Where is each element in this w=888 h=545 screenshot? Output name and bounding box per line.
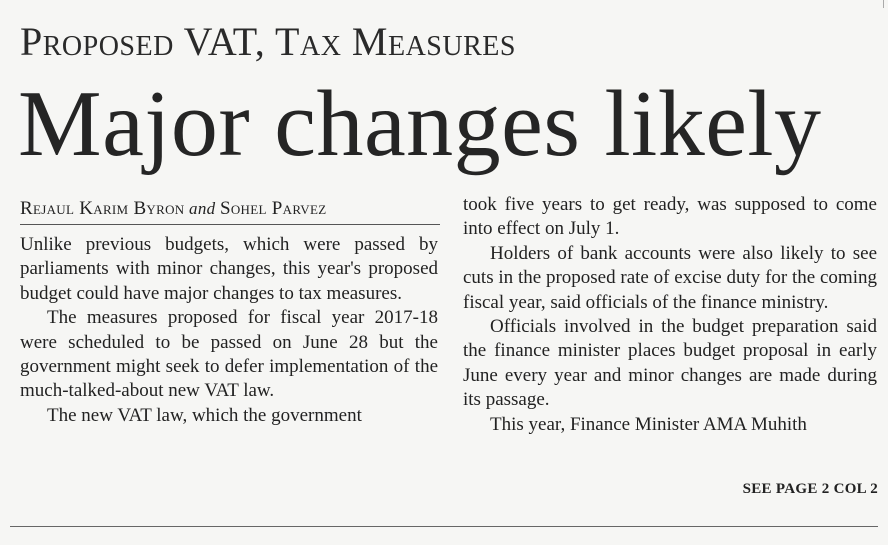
byline-conjunction: and [189, 199, 216, 218]
kicker-headline: Proposed VAT, Tax Measures [20, 19, 516, 64]
paragraph: took five years to get ready, was supposed to come into effect on July 1. [463, 194, 877, 240]
paragraph: Holders of bank accounts were also likely to see cuts in the proposed rate of excise duty for the coming fiscal year, said officials of the finance ministry. [463, 242, 877, 313]
paragraph: This year, Finance Minister AMA Muhith [490, 413, 807, 435]
paragraph: The measures proposed for fiscal year 2017-18 were scheduled to be passed on June 28 but the government might seek to defer implementation of the much-talked-about new VAT law. [20, 307, 438, 402]
bottom-rule [10, 526, 878, 527]
main-headline: Major changes likely [18, 72, 822, 176]
byline [20, 197, 440, 221]
author-2: Sohel Parvez [220, 198, 327, 219]
continued-jump-line: SEE PAGE 2 COL 2 [742, 481, 878, 497]
paragraph: Officials involved in the budget preparation said the finance minister places budget proposal in early June every year and minor changes are made during its passage. [463, 316, 877, 411]
paragraph: Unlike previous budgets, which were passed by parliaments with minor changes, this year's proposed budget could have major changes to tax measures. [20, 234, 438, 304]
corner-mark [869, 0, 884, 8]
author-1: Rejaul Karim Byron [20, 198, 185, 219]
article-column-1 [20, 233, 438, 428]
article-column-2 [463, 193, 877, 437]
byline-rule [20, 224, 440, 225]
paragraph: The new VAT law, which the government [47, 404, 362, 426]
